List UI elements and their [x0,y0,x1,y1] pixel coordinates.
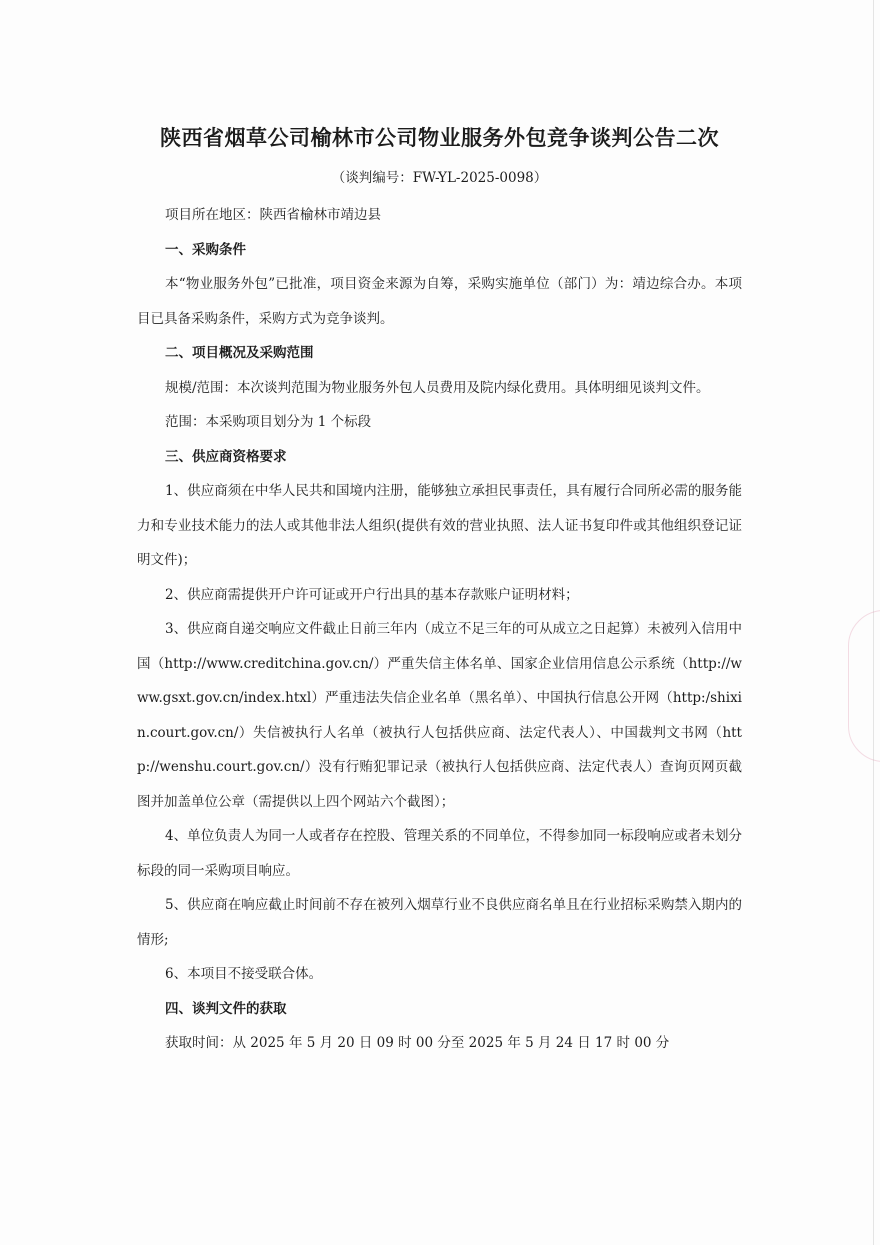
seal-edge [848,610,880,762]
section-heading-procurement-conditions: 一、采购条件 [165,241,246,258]
qualification-item: 6、本项目不接受联合体。 [165,966,323,982]
section-heading-document-acquisition: 四、谈判文件的获取 [165,1000,287,1017]
qualification-item: 3、供应商自递交响应文件截止日前三年内（成立不足三年的可从成立之日起算）未被列入信用中国（http://www.creditchina.gov.cn/）严重失信主体名单、国家企业信用信息公示系统（http://www.gsxt.gov.cn/index.htxl）严重违法失信企业名单（黑名单）、中国执行信息公开网（http:/shixin.court.gov.cn/）失信被执行人名单（被执行人包括供应商、法定代表人）、中国裁判文书网（http://wenshu.court.gov.cn/）没有行贿犯罪记录（被执行人包括供应商、法定代表人）查询页网页截图并加盖单位公章（需提供以上四个网站六个截图）； [137,621,742,810]
procurement-conditions-text: 本“物业服务外包”已批准，项目资金来源为自筹，采购实施单位（部门）为：靖边综合办。本项目已具备采购条件，采购方式为竞争谈判。 [137,276,742,327]
qualification-item: 5、供应商在响应截止时间前不存在被列入烟草行业不良供应商名单且在行业招标采购禁入期内的情形; [137,897,742,948]
qualification-item: 2、供应商需提供开户许可证或开户行出具的基本存款账户证明材料； [165,586,579,603]
section-heading-supplier-qualifications: 三、供应商资格要求 [165,448,287,465]
section-heading-project-overview: 二、项目概况及采购范围 [165,345,314,361]
project-location: 项目所在地区：陕西省榆林市靖边县 [165,207,381,223]
project-lots-text: 范围：本采购项目划分为 1 个标段 [165,414,372,430]
negotiation-number: （谈判编号：FW-YL-2025-0098） [331,170,548,186]
document-body [137,118,742,1061]
document-title: 陕西省烟草公司榆林市公司物业服务外包竞争谈判公告二次 [160,126,719,150]
project-scope-text: 规模/范围：本次谈判范围为物业服务外包人员费用及院内绿化费用。具体明细见谈判文件。 [165,379,710,396]
qualification-item: 4、单位负责人为同一人或者存在控股、管理关系的不同单位，不得参加同一标段响应或者未划分标段的同一采购项目响应。 [137,828,742,879]
acquisition-time-text: 获取时间：从 2025 年 5 月 20 日 09 时 00 分至 2025 年 5 月 24 日 17 时 00 分 [165,1035,670,1051]
qualification-item: 1、供应商须在中华人民共和国境内注册，能够独立承担民事责任，具有履行合同所必需的服务能力和专业技术能力的法人或其他非法人组织(提供有效的营业执照、法人证书复印件或其他组织登记证明文件)； [137,483,742,568]
